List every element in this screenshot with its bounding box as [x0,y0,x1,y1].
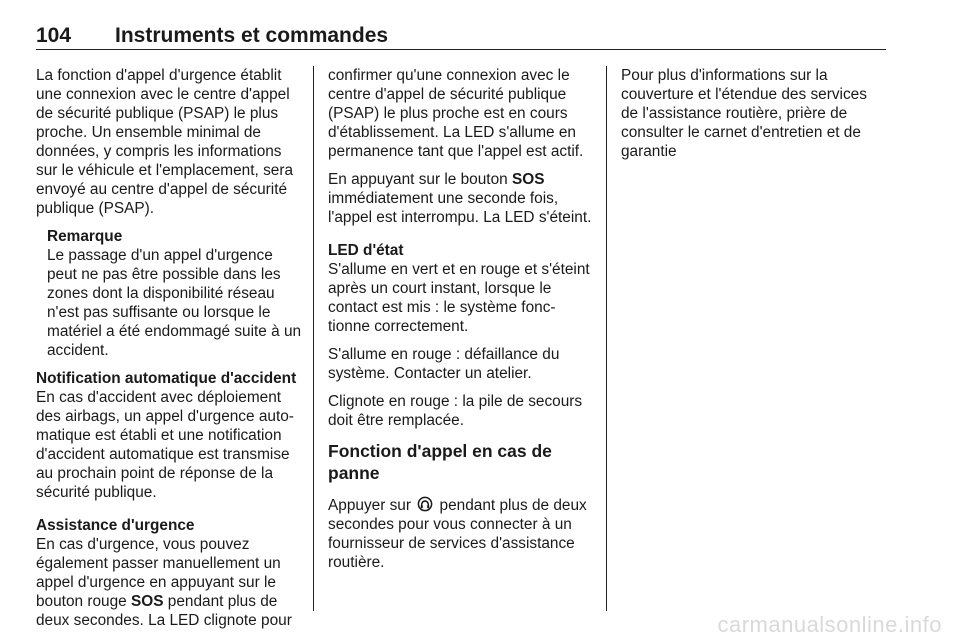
interrupt-text-a: En appuyant sur le bouton [328,171,508,188]
note-text: Le passage d'un appel d'urgence peut ne pas être possible dans les zones dont la disponibilité réseau n'est pas suffisante ou lorsque le matériel a été endommagé suite à un accident. [47,247,302,359]
sos-label-2: SOS [511,171,545,188]
notification-text: En cas d'accident avec déploiement des airbags, un appel d'urgence auto‐matique est établi et une notification d'accident automatique est transmise au prochain point de réponse de la sécurité publique. [36,389,294,501]
intro-paragraph: La fonction d'appel d'urgence établit une connexion avec le centre d'appel de sécurité publique (PSAP) le plus proche. Un ensemble minimal de données, y compris les informations sur le véhicule et l'emplacement, sera envoyé au centre d'appel de sécurité publique (PSAP). [36,67,294,217]
note-title: Remarque [47,228,123,245]
page-header [36,12,886,50]
column-3 [621,66,883,170]
header-rule [36,49,886,50]
page-number: 104 [36,24,72,47]
assistance-text-a: En cas d'urgence, vous pouvez également passer manuellement un appel d'urgence en appuyant sur le bouton rouge [36,536,281,610]
assistance-text-b: pendant plus de deux secondes. La LED clignote pour [36,593,292,629]
led-text-1: S'allume en vert et en rouge et s'éteint après un court instant, lorsque le contact est mis : le système fonc‐tionne correctement. [328,261,590,335]
notification-heading: Notification automatique d'accident [36,370,297,387]
interrupt-text-b: immédiatement une seconde fois, l'appel est interrompu. La LED s'éteint. [328,190,592,226]
sos-label: SOS [131,593,164,610]
confirm-paragraph: confirmer qu'une connexion avec le centre d'appel de sécurité publique (PSAP) le plus proche est en cours d'établissement. La LED s'allume en permanence tant que l'appel est actif. [328,67,584,160]
breakdown-heading: Fonction d'appel en cas de panne [328,441,552,483]
column-2 [328,66,594,581]
led-text-2: S'allume en rouge : défaillance du système. Contacter un atelier. [328,346,560,382]
led-heading: LED d'état [328,242,404,259]
breakdown-text-a: Appuyer sur [328,497,411,514]
roadside-assistance-icon [417,496,433,512]
led-text-3: Clignote en rouge : la pile de secours doit être remplacée. [328,393,583,429]
column-divider-2 [606,66,607,611]
note-block [47,227,302,360]
watermark: carmanualsonline.info [717,612,942,637]
column-divider-1 [313,66,314,611]
breakdown-text-b: pendant plus de deux secondes pour vous connecter à un fournisseur de services d'assistance routière. [328,497,587,571]
column-1 [36,66,302,639]
page-title: Instruments et commandes [115,24,389,47]
assistance-heading: Assistance d'urgence [36,517,195,534]
info-paragraph: Pour plus d'informations sur la couverture et l'étendue des services de l'assistance routière, prière de consulter le carnet d'entretien et de garantie [621,67,867,160]
